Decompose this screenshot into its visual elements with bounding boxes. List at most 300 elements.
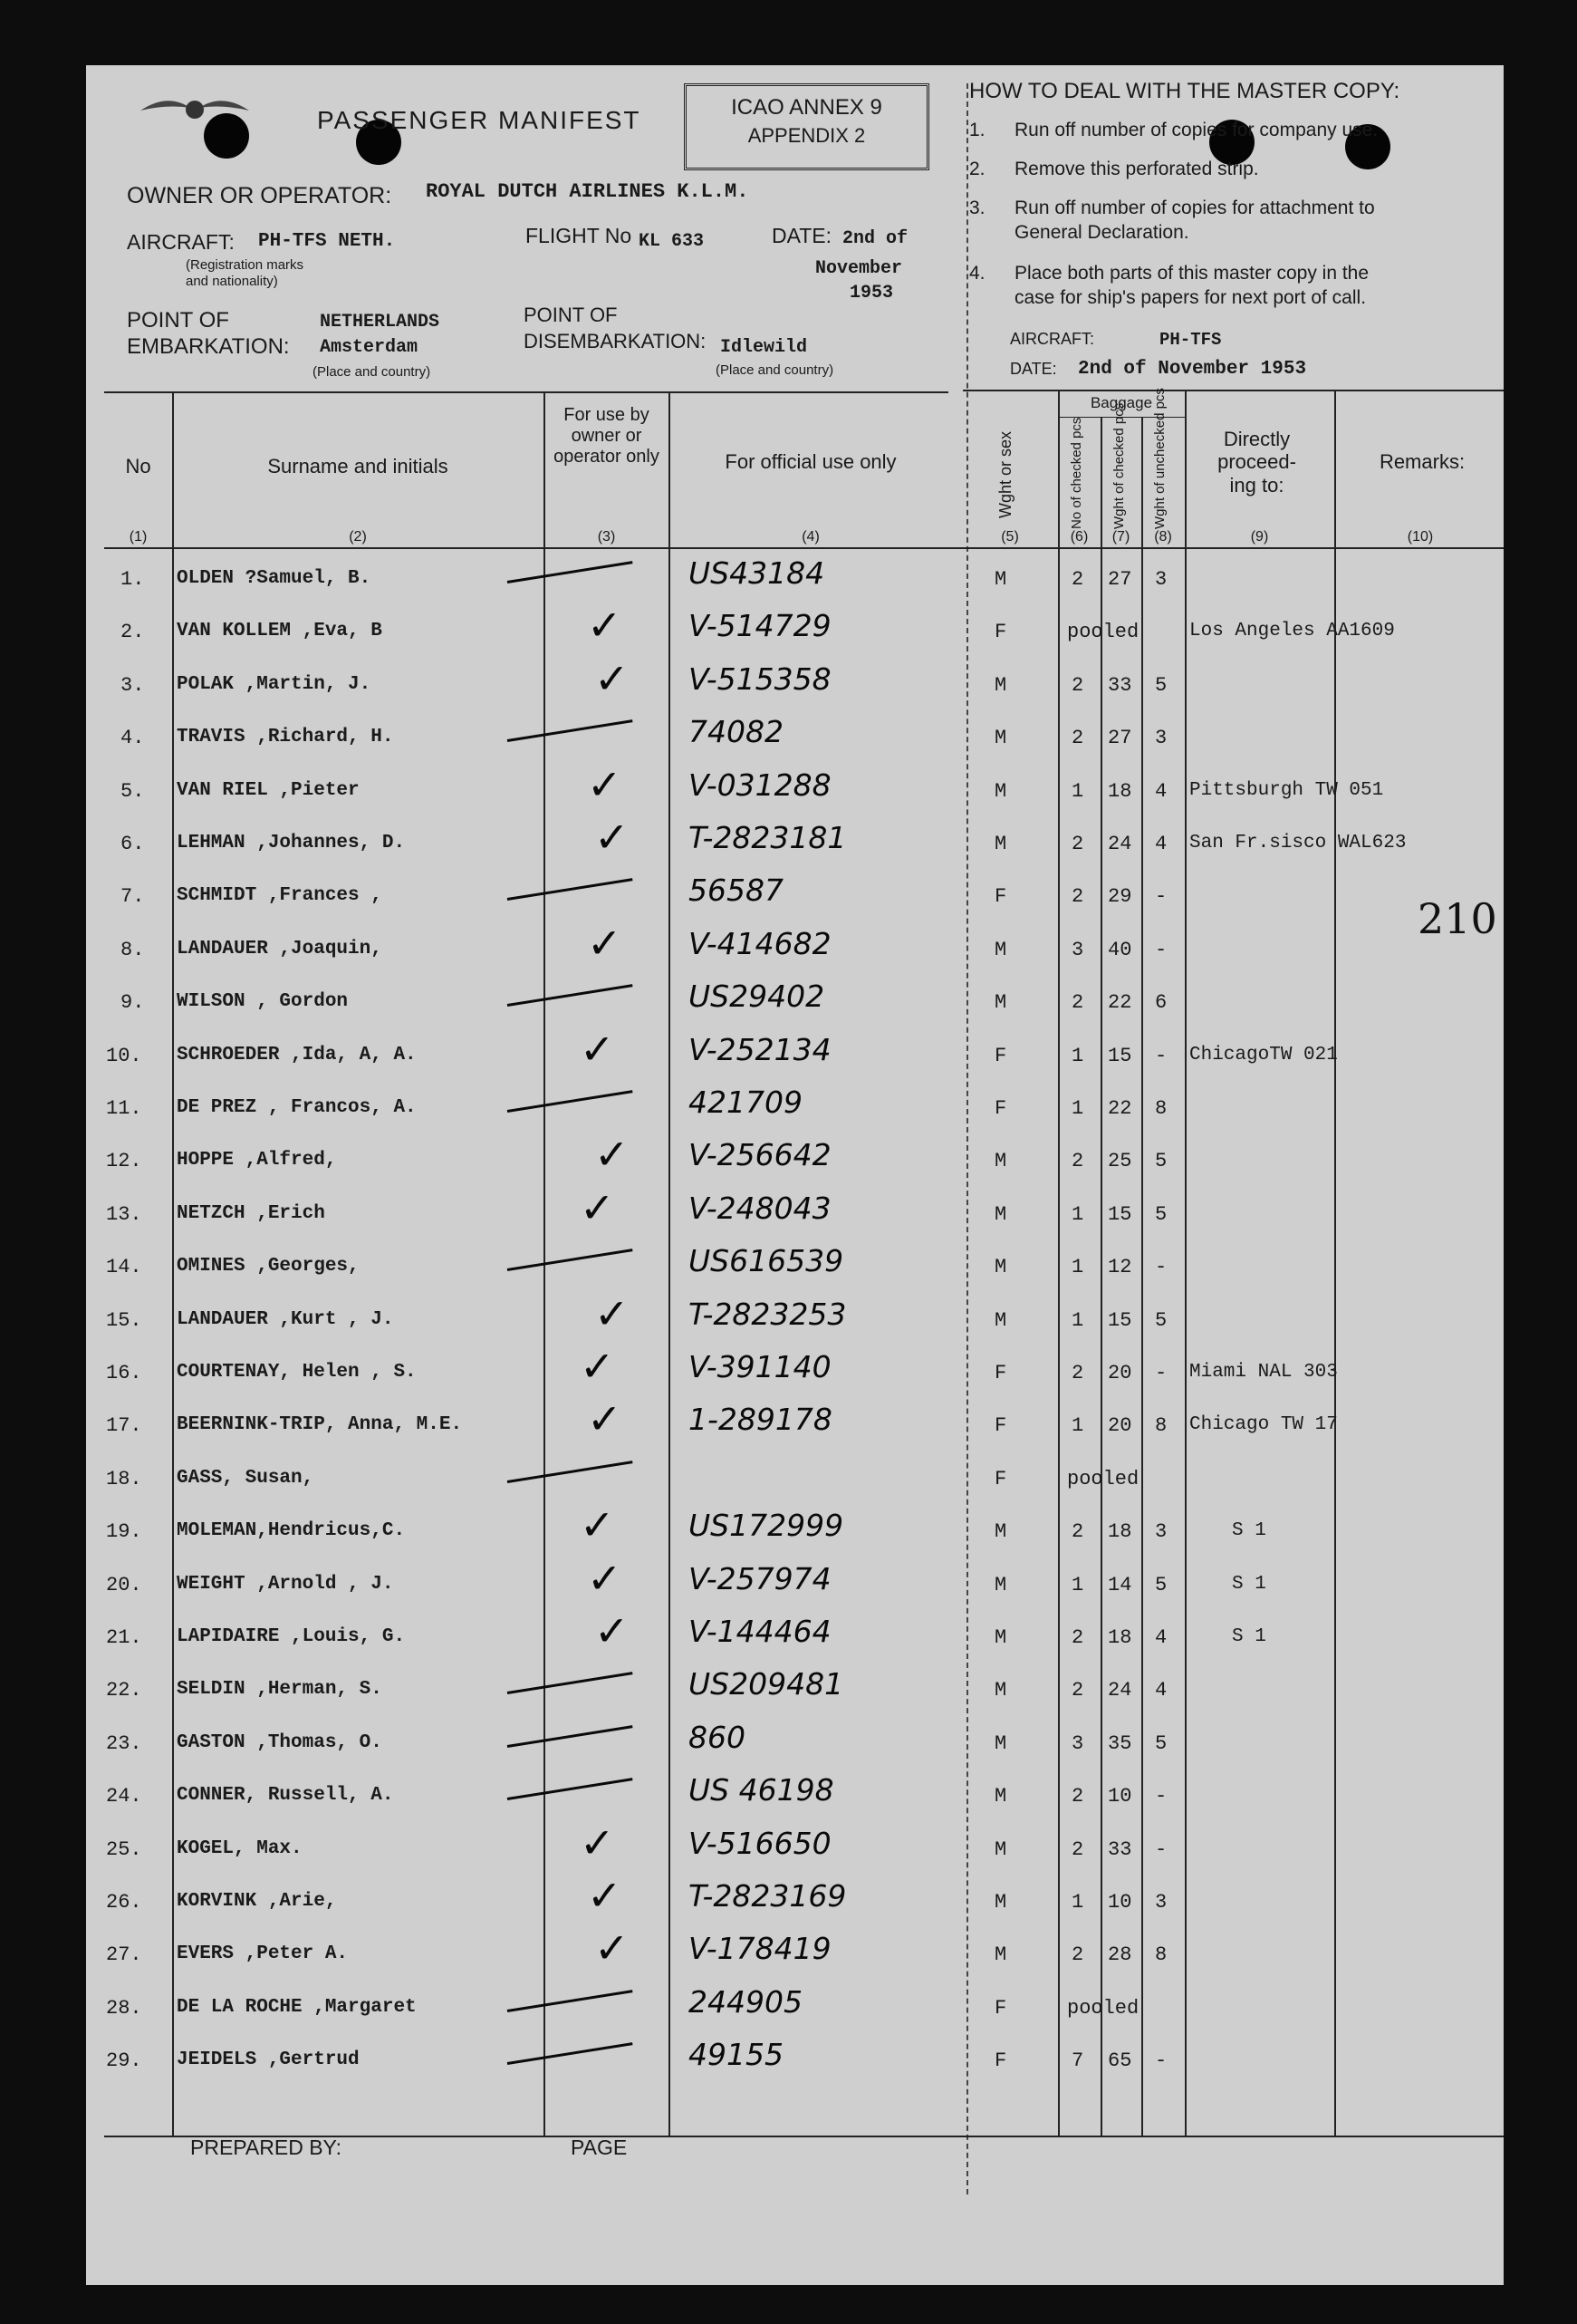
unchecked-weight: - xyxy=(1155,1785,1168,1808)
passenger-name: SELDIN ,Herman, S. xyxy=(177,1679,382,1700)
sex-value: M xyxy=(995,1309,1007,1332)
unchecked-weight: 5 xyxy=(1155,674,1168,697)
col-header-checked-pcs: No of checked pcs xyxy=(1069,417,1084,529)
embark-label: POINT OF xyxy=(127,308,229,333)
aircraft-note: (Registration marks xyxy=(186,257,304,273)
col-divider xyxy=(668,391,670,2136)
col-number: (10) xyxy=(1407,529,1434,545)
passenger-name: DE PREZ , Francos, A. xyxy=(177,1097,417,1118)
check-mark-icon: ✓ xyxy=(580,1184,615,1231)
sex-value: M xyxy=(995,1150,1007,1172)
official-number: V-248043 xyxy=(688,1191,832,1226)
checked-pcs: 1 xyxy=(1072,1203,1084,1226)
destination: San Fr.sisco WAL623 xyxy=(1189,833,1407,853)
sex-value: F xyxy=(995,1097,1007,1120)
unchecked-weight: - xyxy=(1155,1045,1168,1067)
col-header-wght-sex: Wght or sex xyxy=(996,430,1014,518)
passenger-name: BEERNINK-TRIP, Anna, M.E. xyxy=(177,1414,463,1435)
passenger-name: GASS, Susan, xyxy=(177,1468,314,1489)
unchecked-weight: 4 xyxy=(1155,1679,1168,1702)
row-number: 11. xyxy=(106,1097,142,1120)
sex-value: M xyxy=(995,780,1007,803)
passenger-name: SCHROEDER ,Ida, A, A. xyxy=(177,1045,417,1066)
flight-value: KL 633 xyxy=(639,231,705,252)
col-number: (2) xyxy=(349,529,367,545)
strike-mark-icon xyxy=(507,2042,633,2065)
official-number: V-391140 xyxy=(688,1349,832,1384)
official-number: US 46198 xyxy=(688,1772,834,1808)
col-number: (7) xyxy=(1111,529,1130,545)
sex-value: M xyxy=(995,1732,1007,1755)
checked-pcs: 7 xyxy=(1072,2049,1084,2072)
unchecked-weight: - xyxy=(1155,2049,1168,2072)
col-header-directly: Directly proceed-ing to: xyxy=(1217,428,1296,497)
passenger-name: GASTON ,Thomas, O. xyxy=(177,1732,382,1753)
right-aircraft-label: AIRCRAFT: xyxy=(1010,330,1095,348)
checked-pcs: 2 xyxy=(1072,885,1084,908)
embark-value: Amsterdam xyxy=(320,337,418,358)
sex-value: M xyxy=(995,1785,1007,1808)
checked-pcs: 2 xyxy=(1072,1679,1084,1702)
strike-mark-icon xyxy=(507,1725,633,1748)
table-top-rule xyxy=(104,391,948,393)
instruction-text: case for ship's papers for next port of call. xyxy=(1014,287,1367,308)
checked-weight: 22 xyxy=(1108,1097,1132,1120)
instruction-text: Place both parts of this master copy in the xyxy=(1014,263,1370,284)
official-number: US43184 xyxy=(688,555,825,591)
unchecked-weight: - xyxy=(1155,1838,1168,1861)
disembark-note: (Place and country) xyxy=(716,362,834,378)
col-number: (9) xyxy=(1250,529,1269,545)
col-divider xyxy=(172,391,174,2136)
check-mark-icon: ✓ xyxy=(594,1290,630,1337)
sex-value: F xyxy=(995,1997,1007,2020)
destination: Pittsburgh TW 051 xyxy=(1189,780,1384,801)
unchecked-weight: 8 xyxy=(1155,1943,1168,1966)
row-number: 18. xyxy=(106,1468,142,1490)
checked-weight: 12 xyxy=(1108,1256,1132,1278)
row-number: 22. xyxy=(106,1679,142,1702)
instruction-text: Run off number of copies for attachment to xyxy=(1014,198,1375,218)
unchecked-weight: - xyxy=(1155,939,1168,961)
strike-mark-icon xyxy=(507,1461,633,1483)
disembark-label: DISEMBARKATION: xyxy=(524,330,707,352)
col-header-unchecked-wght: Wght of unchecked pcs xyxy=(1152,388,1168,529)
date-label: DATE: xyxy=(772,224,832,247)
row-number: 5. xyxy=(120,780,145,803)
checked-weight: 18 xyxy=(1108,1626,1132,1649)
sex-value: F xyxy=(995,1045,1007,1067)
official-number: V-257974 xyxy=(688,1561,832,1596)
sex-value: M xyxy=(995,1256,1007,1278)
passenger-name: VAN RIEL ,Pieter xyxy=(177,780,360,801)
check-mark-icon: ✓ xyxy=(580,1343,615,1390)
check-mark-icon: ✓ xyxy=(580,1501,615,1548)
official-number: 49155 xyxy=(688,2037,784,2072)
sex-value: F xyxy=(995,885,1007,908)
strike-mark-icon xyxy=(507,1778,633,1800)
passenger-name: LANDAUER ,Joaquin, xyxy=(177,939,382,959)
checked-pcs: 2 xyxy=(1072,833,1084,855)
checked-pcs: 2 xyxy=(1072,568,1084,591)
perforation-line xyxy=(966,83,968,2194)
checked-weight: 29 xyxy=(1108,885,1132,908)
checked-weight: 35 xyxy=(1108,1732,1132,1755)
owner-label: OWNER OR OPERATOR: xyxy=(127,183,392,208)
official-number: V-256642 xyxy=(688,1137,832,1172)
row-number: 24. xyxy=(106,1785,142,1808)
row-number: 21. xyxy=(106,1626,142,1649)
strike-mark-icon xyxy=(507,1090,633,1113)
official-number: US616539 xyxy=(688,1243,844,1278)
destination: ChicagoTW 021 xyxy=(1189,1045,1338,1066)
official-number: T-2823181 xyxy=(688,820,847,855)
sex-value: F xyxy=(995,621,1007,643)
destination: S 1 xyxy=(1232,1520,1266,1541)
page-label: PAGE xyxy=(571,2136,628,2159)
unchecked-weight: 5 xyxy=(1155,1574,1168,1596)
checked-weight: 20 xyxy=(1108,1362,1132,1384)
row-number: 3. xyxy=(120,674,145,697)
sex-value: M xyxy=(995,1679,1007,1702)
unchecked-weight: 5 xyxy=(1155,1309,1168,1332)
sex-value: F xyxy=(995,1414,1007,1437)
row-number: 7. xyxy=(120,885,145,908)
checked-weight: 15 xyxy=(1108,1309,1132,1332)
official-number: V-414682 xyxy=(688,926,832,961)
check-mark-icon: ✓ xyxy=(580,1819,615,1866)
passenger-name: WILSON , Gordon xyxy=(177,991,349,1012)
col-number: (4) xyxy=(802,529,820,545)
passenger-name: KORVINK ,Arie, xyxy=(177,1891,337,1912)
strike-mark-icon xyxy=(507,1249,633,1271)
col-divider xyxy=(1058,391,1060,2136)
checked-weight: 40 xyxy=(1108,939,1132,961)
prepared-by-label: PREPARED BY: xyxy=(190,2136,342,2159)
checked-pcs: 2 xyxy=(1072,1943,1084,1966)
row-number: 10. xyxy=(106,1045,142,1067)
destination: Los Angeles AA1609 xyxy=(1189,621,1395,641)
passenger-name: COURTENAY, Helen , S. xyxy=(177,1362,417,1383)
unchecked-weight: 3 xyxy=(1155,1891,1168,1914)
instruction-num: 4. xyxy=(969,263,986,284)
instruction-text: Run off number of copies for company use. xyxy=(1014,120,1379,140)
checked-weight: 27 xyxy=(1108,727,1132,749)
sex-value: M xyxy=(995,1891,1007,1914)
row-number: 2. xyxy=(120,621,145,643)
check-mark-icon: ✓ xyxy=(594,1131,630,1178)
unchecked-weight: - xyxy=(1155,885,1168,908)
manifest-title: PASSENGER MANIFEST xyxy=(317,106,641,134)
checked-pcs: 1 xyxy=(1072,1891,1084,1914)
checked-weight: 24 xyxy=(1108,833,1132,855)
passenger-name: SCHMIDT ,Frances , xyxy=(177,885,382,906)
row-number: 6. xyxy=(120,833,145,855)
unchecked-weight: 6 xyxy=(1155,991,1168,1014)
unchecked-weight: 4 xyxy=(1155,1626,1168,1649)
unchecked-weight: - xyxy=(1155,1362,1168,1384)
checked-pcs: 2 xyxy=(1072,727,1084,749)
checked-weight: 27 xyxy=(1108,568,1132,591)
destination: S 1 xyxy=(1232,1626,1266,1647)
checked-pcs: 2 xyxy=(1072,991,1084,1014)
col-divider xyxy=(1185,391,1187,2136)
row-number: 27. xyxy=(106,1943,142,1966)
check-mark-icon: ✓ xyxy=(594,1607,630,1654)
sex-value: M xyxy=(995,568,1007,591)
checked-weight: 28 xyxy=(1108,1943,1132,1966)
official-number: 860 xyxy=(688,1720,745,1755)
checked-weight: 33 xyxy=(1108,674,1132,697)
checked-pcs: 1 xyxy=(1072,1256,1084,1278)
checked-pcs: 2 xyxy=(1072,1150,1084,1172)
passenger-name: OLDEN ?Samuel, B. xyxy=(177,568,371,589)
official-number: US209481 xyxy=(688,1666,844,1702)
embark-value: NETHERLANDS xyxy=(320,312,440,333)
official-number: 56587 xyxy=(688,873,784,908)
aircraft-label: AIRCRAFT: xyxy=(127,230,235,254)
date-value: 2nd of xyxy=(842,228,909,249)
aircraft-value: PH-TFS NETH. xyxy=(258,231,396,252)
destination: S 1 xyxy=(1232,1574,1266,1595)
checked-pcs: 2 xyxy=(1072,1785,1084,1808)
passenger-name: LANDAUER ,Kurt , J. xyxy=(177,1309,394,1330)
passenger-name: DE LA ROCHE ,Margaret xyxy=(177,1997,417,2018)
scan-border xyxy=(1504,54,1577,2292)
official-number: 74082 xyxy=(688,714,784,749)
checked-weight: 14 xyxy=(1108,1574,1132,1596)
instruction-num: 2. xyxy=(969,159,986,179)
checked-weight: 18 xyxy=(1108,780,1132,803)
check-mark-icon: ✓ xyxy=(587,761,622,808)
check-mark-icon: ✓ xyxy=(580,1026,615,1073)
page-number: 210 xyxy=(1418,894,1497,943)
row-number: 20. xyxy=(106,1574,142,1596)
row-number: 19. xyxy=(106,1520,142,1543)
unchecked-weight: 4 xyxy=(1155,833,1168,855)
official-number: 421709 xyxy=(688,1085,803,1120)
row-number: 23. xyxy=(106,1732,142,1755)
col-header-official: For official use only xyxy=(725,450,897,473)
strike-mark-icon xyxy=(507,1990,633,2012)
checked-pcs: 1 xyxy=(1072,780,1084,803)
unchecked-weight: 5 xyxy=(1155,1203,1168,1226)
passenger-name: HOPPE ,Alfred, xyxy=(177,1150,337,1171)
right-date-label: DATE: xyxy=(1010,360,1057,378)
unchecked-weight: 8 xyxy=(1155,1414,1168,1437)
check-mark-icon: ✓ xyxy=(587,920,622,967)
baggage-pooled: pooled xyxy=(1067,621,1139,643)
sex-value: M xyxy=(995,833,1007,855)
checked-pcs: 2 xyxy=(1072,1362,1084,1384)
col-header-remarks: Remarks: xyxy=(1379,450,1466,473)
passenger-name: EVERS ,Peter A. xyxy=(177,1943,349,1964)
sex-value: F xyxy=(995,1468,1007,1490)
flight-label: FLIGHT No xyxy=(525,224,632,247)
sex-value: M xyxy=(995,1943,1007,1966)
passenger-name: JEIDELS ,Gertrud xyxy=(177,2049,360,2070)
col-number: (3) xyxy=(597,529,616,545)
col-header-surname: Surname and initials xyxy=(267,455,448,477)
col-header-checked-wght: Wght of checked pcs xyxy=(1111,402,1127,529)
unchecked-weight: 5 xyxy=(1155,1732,1168,1755)
embark-note: (Place and country) xyxy=(313,364,431,380)
row-number: 4. xyxy=(120,727,145,749)
baggage-pooled: pooled xyxy=(1067,1468,1139,1490)
row-number: 17. xyxy=(106,1414,142,1437)
col-header-baggage: Baggage xyxy=(1090,394,1153,411)
icao-annex: ICAO ANNEX 9 xyxy=(731,95,882,120)
checked-pcs: 2 xyxy=(1072,674,1084,697)
official-number: T-2823169 xyxy=(688,1878,847,1914)
col-number: (5) xyxy=(1001,529,1019,545)
official-number: V-514729 xyxy=(688,608,832,643)
row-number: 16. xyxy=(106,1362,142,1384)
check-mark-icon: ✓ xyxy=(587,1555,622,1602)
strike-mark-icon xyxy=(507,1672,633,1694)
official-number: V-144464 xyxy=(688,1614,832,1649)
row-number: 13. xyxy=(106,1203,142,1226)
official-number: V-515358 xyxy=(688,661,832,697)
manifest-sheet xyxy=(86,65,1517,2285)
unchecked-weight: 3 xyxy=(1155,568,1168,591)
date-value: 1953 xyxy=(850,283,894,304)
col-number: (6) xyxy=(1070,529,1089,545)
passenger-name: TRAVIS ,Richard, H. xyxy=(177,727,394,747)
checked-pcs: 1 xyxy=(1072,1309,1084,1332)
row-number: 28. xyxy=(106,1997,142,2020)
icao-appendix: APPENDIX 2 xyxy=(747,124,866,147)
row-number: 14. xyxy=(106,1256,142,1278)
passenger-name: MOLEMAN,Hendricus,C. xyxy=(177,1520,406,1541)
passenger-name: KOGEL, Max. xyxy=(177,1838,303,1859)
punch-hole xyxy=(204,113,249,159)
checked-pcs: 2 xyxy=(1072,1520,1084,1543)
sex-value: M xyxy=(995,674,1007,697)
checked-pcs: 1 xyxy=(1072,1574,1084,1596)
baggage-pooled: pooled xyxy=(1067,1997,1139,2020)
passenger-name: POLAK ,Martin, J. xyxy=(177,674,371,695)
checked-weight: 15 xyxy=(1108,1203,1132,1226)
unchecked-weight: 4 xyxy=(1155,780,1168,803)
sex-value: M xyxy=(995,939,1007,961)
sex-value: F xyxy=(995,1362,1007,1384)
passenger-name: OMINES ,Georges, xyxy=(177,1256,360,1277)
aircraft-note: and nationality) xyxy=(186,274,278,289)
col-divider xyxy=(1141,417,1143,2136)
official-number: V-252134 xyxy=(688,1032,832,1067)
checked-weight: 10 xyxy=(1108,1891,1132,1914)
passenger-name: CONNER, Russell, A. xyxy=(177,1785,394,1806)
check-mark-icon: ✓ xyxy=(587,1395,622,1442)
sex-value: M xyxy=(995,1838,1007,1861)
unchecked-weight: - xyxy=(1155,1256,1168,1278)
checked-weight: 65 xyxy=(1108,2049,1132,2072)
sex-value: M xyxy=(995,991,1007,1014)
check-mark-icon: ✓ xyxy=(587,602,622,649)
sex-value: M xyxy=(995,1203,1007,1226)
checked-weight: 10 xyxy=(1108,1785,1132,1808)
official-number: V-031288 xyxy=(688,767,832,803)
date-value: November xyxy=(815,258,903,279)
checked-weight: 33 xyxy=(1108,1838,1132,1861)
checked-weight: 15 xyxy=(1108,1045,1132,1067)
official-number: V-178419 xyxy=(688,1931,832,1966)
sex-value: M xyxy=(995,1520,1007,1543)
sex-value: F xyxy=(995,2049,1007,2072)
icao-box xyxy=(684,83,929,170)
passenger-name: LEHMAN ,Johannes, D. xyxy=(177,833,406,853)
checked-pcs: 2 xyxy=(1072,1838,1084,1861)
col-divider xyxy=(1334,391,1336,2136)
unchecked-weight: 8 xyxy=(1155,1097,1168,1120)
row-number: 12. xyxy=(106,1150,142,1172)
strike-mark-icon xyxy=(507,719,633,742)
destination: Miami NAL 303 xyxy=(1189,1362,1338,1383)
checked-pcs: 1 xyxy=(1072,1414,1084,1437)
official-number: US172999 xyxy=(688,1508,844,1543)
instruction-text: General Declaration. xyxy=(1014,222,1189,243)
checked-pcs: 1 xyxy=(1072,1097,1084,1120)
header-bottom-rule xyxy=(104,547,1506,549)
disembark-value: Idlewild xyxy=(720,337,808,358)
sex-value: M xyxy=(995,1626,1007,1649)
col-number: (1) xyxy=(129,529,148,545)
instruction-num: 3. xyxy=(969,198,986,218)
official-number: T-2823253 xyxy=(688,1297,847,1332)
checked-pcs: 3 xyxy=(1072,1732,1084,1755)
check-mark-icon: ✓ xyxy=(594,655,630,702)
owner-value: ROYAL DUTCH AIRLINES K.L.M. xyxy=(426,180,749,203)
right-aircraft-value: PH-TFS xyxy=(1159,330,1222,350)
right-date-value: 2nd of November 1953 xyxy=(1078,359,1307,380)
checked-pcs: 3 xyxy=(1072,939,1084,961)
instructions-title: HOW TO DEAL WITH THE MASTER COPY: xyxy=(969,79,1400,103)
official-number: 1-289178 xyxy=(688,1402,832,1437)
row-number: 15. xyxy=(106,1309,142,1332)
unchecked-weight: 3 xyxy=(1155,727,1168,749)
checked-weight: 22 xyxy=(1108,991,1132,1014)
passenger-name: NETZCH ,Erich xyxy=(177,1203,325,1224)
passenger-name: LAPIDAIRE ,Louis, G. xyxy=(177,1626,406,1647)
row-number: 26. xyxy=(106,1891,142,1914)
embark-label: EMBARKATION: xyxy=(127,334,290,359)
destination: Chicago TW 17 xyxy=(1189,1414,1338,1435)
official-number: V-516650 xyxy=(688,1826,832,1861)
row-number: 8. xyxy=(120,939,145,961)
col-header-no: No xyxy=(125,455,151,477)
official-number: US29402 xyxy=(688,979,825,1014)
row-number: 1. xyxy=(120,568,145,591)
col-number: (8) xyxy=(1154,529,1172,545)
checked-pcs: 2 xyxy=(1072,1626,1084,1649)
row-number: 9. xyxy=(120,991,145,1014)
row-number: 25. xyxy=(106,1838,142,1861)
checked-pcs: 1 xyxy=(1072,1045,1084,1067)
checked-weight: 24 xyxy=(1108,1679,1132,1702)
passenger-name: WEIGHT ,Arnold , J. xyxy=(177,1574,394,1595)
checked-weight: 20 xyxy=(1108,1414,1132,1437)
col-header-owner-use: For use by owner or operator only xyxy=(553,405,659,467)
instruction-text: Remove this perforated strip. xyxy=(1014,159,1259,179)
row-number: 29. xyxy=(106,2049,142,2072)
strike-mark-icon xyxy=(507,878,633,901)
sex-value: M xyxy=(995,1574,1007,1596)
check-mark-icon: ✓ xyxy=(587,1872,622,1919)
strike-mark-icon xyxy=(507,561,633,583)
check-mark-icon: ✓ xyxy=(594,814,630,861)
passenger-name: VAN KOLLEM ,Eva, B xyxy=(177,621,382,641)
